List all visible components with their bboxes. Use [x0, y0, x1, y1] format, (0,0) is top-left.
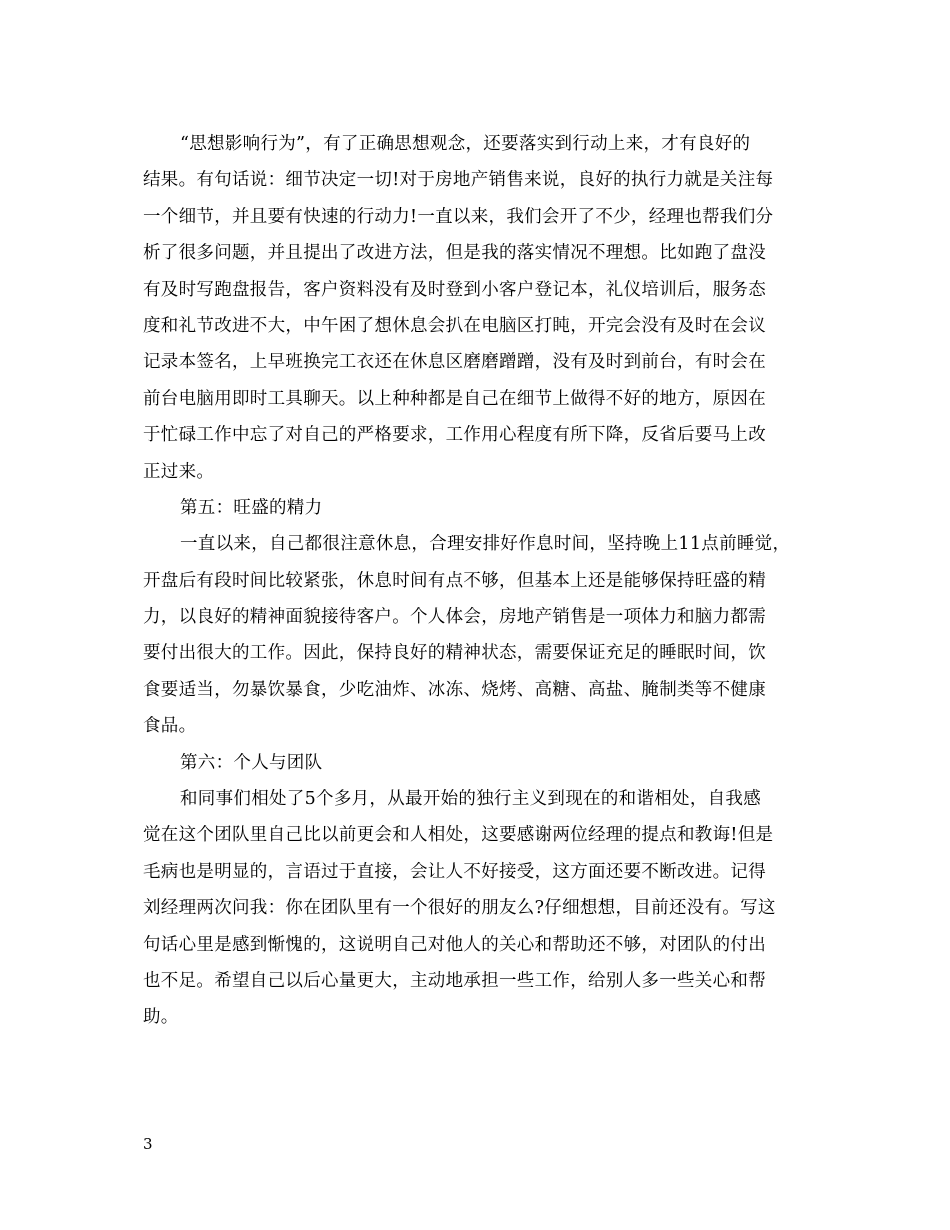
body-text	[143, 126, 813, 1036]
paragraph-line: 助。	[143, 1007, 179, 1028]
paragraph-line: 句话心里是感到惭愧的，这说明自己对他人的关心和帮助还不够，对团队的付出	[143, 934, 766, 955]
paragraph-line: 度和礼节改进不大，中午困了想休息会扒在电脑区打盹，开完会没有及时在会议	[143, 315, 766, 336]
section-heading: 第六：个人与团队	[180, 752, 323, 773]
paragraph-line: 正过来。	[143, 461, 215, 482]
paragraph-line: 一直以来，自己都很注意休息，合理安排好作息时间，坚持晚上11点前睡觉，	[180, 534, 791, 555]
paragraph-line: 析了很多问题，并且提出了改进方法，但是我的落实情况不理想。比如跑了盘没	[143, 243, 766, 264]
paragraph-line: 力，以良好的精神面貌接待客户。个人体会，房地产销售是一项体力和脑力都需	[143, 607, 766, 628]
paragraph-line: 也不足。希望自己以后心量更大，主动地承担一些工作，给别人多一些关心和帮	[143, 970, 766, 991]
paragraph-line: 有及时写跑盘报告，客户资料没有及时登到小客户登记本，礼仪培训后，服务态	[143, 279, 766, 300]
section-heading: 第五：旺盛的精力	[180, 497, 323, 518]
paragraph-line: “思想影响行为”，有了正确思想观念，还要落实到行动上来，才有良好的	[180, 134, 751, 154]
paragraph-line: 前台电脑用即时工具聊天。以上种种都是自己在细节上做得不好的地方，原因在	[143, 388, 766, 409]
paragraph-line: 开盘后有段时间比较紧张，休息时间有点不够，但基本上还是能够保持旺盛的精	[143, 570, 766, 591]
paragraph-line: 一个细节，并且要有快速的行动力!一直以来，我们会开了不少，经理也帮我们分	[143, 206, 774, 227]
page-number: 3	[143, 1135, 153, 1153]
paragraph-line: 记录本签名，上早班换完工衣还在休息区磨磨蹭蹭，没有及时到前台，有时会在	[143, 352, 766, 373]
paragraph-line: 于忙碌工作中忘了对自己的严格要求，工作用心程度有所下降，反省后要马上改	[143, 425, 766, 446]
paragraph-line: 毛病也是明显的，言语过于直接，会让人不好接受，这方面还要不断改进。记得	[143, 861, 766, 882]
paragraph-line: 刘经理两次问我：你在团队里有一个很好的朋友么?仔细想想，目前还没有。写这	[143, 898, 776, 919]
paragraph-line: 和同事们相处了5个多月，从最开始的独行主义到现在的和谐相处，自我感	[180, 789, 762, 810]
paragraph-line: 结果。有句话说：细节决定一切!对于房地产销售来说，良好的执行力就是关注每	[143, 170, 774, 191]
paragraph-line: 觉在这个团队里自己比以前更会和人相处，这要感谢两位经理的提点和教诲!但是	[143, 825, 774, 846]
paragraph-line: 食要适当，勿暴饮暴食，少吃油炸、冰冻、烧烤、高糖、高盐、腌制类等不健康	[143, 679, 766, 700]
paragraph-line: 食品。	[143, 716, 197, 737]
paragraph-line: 要付出很大的工作。因此，保持良好的精神状态，需要保证充足的睡眠时间，饮	[143, 643, 766, 664]
